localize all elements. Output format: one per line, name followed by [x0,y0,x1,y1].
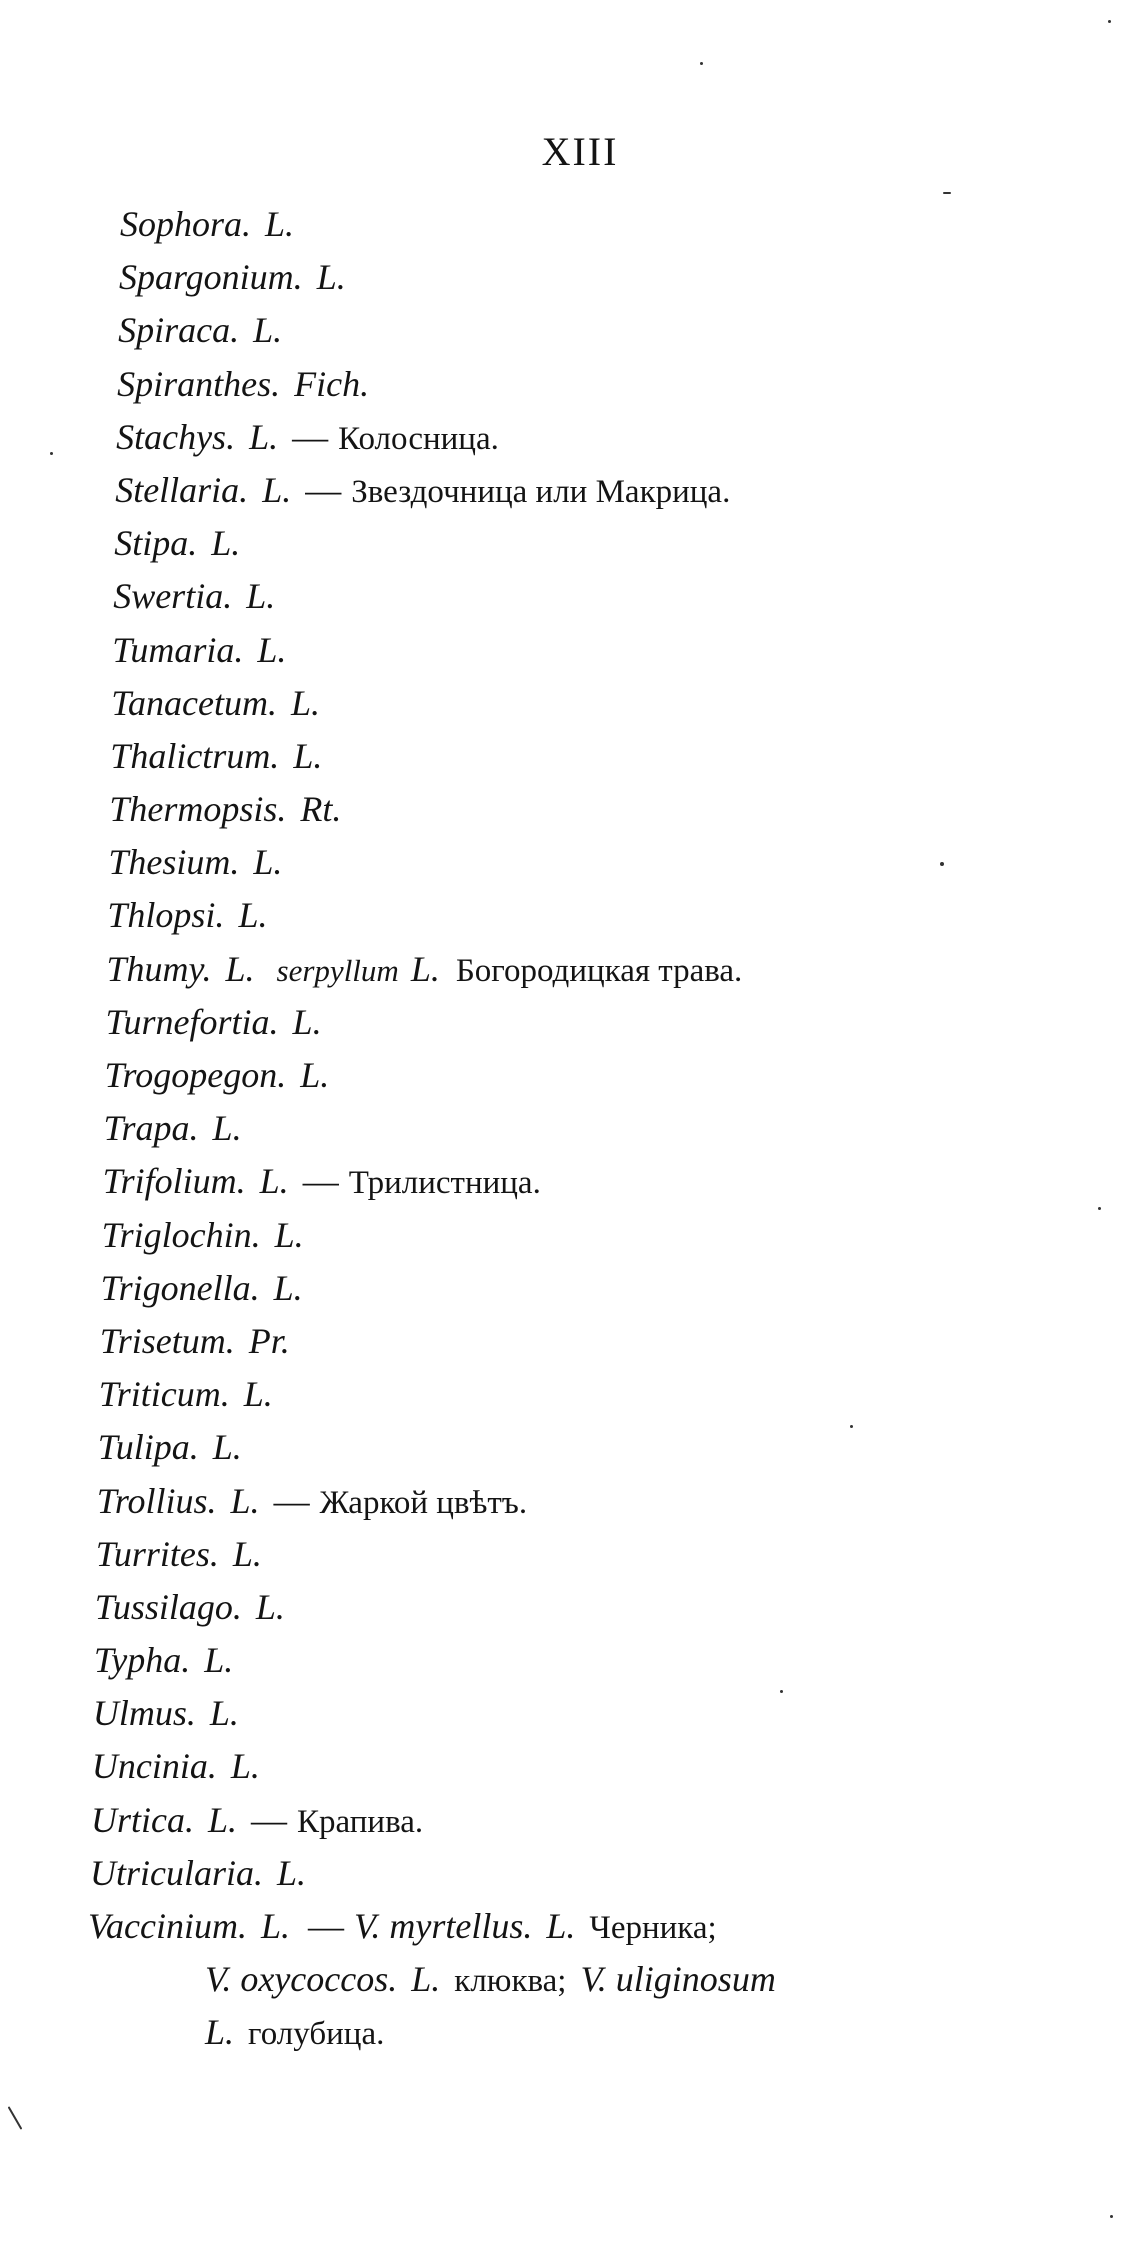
author-abbrev: L. [253,310,283,351]
genus-name: Trapa. [103,1108,199,1149]
dash-separator: — [273,1480,310,1521]
print-speck [700,62,703,65]
genus-entry [0,836,1140,889]
author-abbrev: L. [257,629,287,670]
author-abbrev: L. [212,1108,242,1149]
author-abbrev: L. [293,735,323,776]
genus-name: Thermopsis. [109,789,287,830]
genus-entry [0,943,1140,996]
author-abbrev: L. [246,576,276,617]
dash-separator: — [251,1799,288,1840]
russian-name: клюква; [454,1963,567,2000]
author-abbrev: Fich. [294,363,370,404]
genus-entry [0,1421,1140,1474]
russian-name: голубица. [248,2016,385,2053]
print-speck [50,452,53,455]
russian-name: Жаркой цвѣтъ. [319,1484,528,1521]
author-abbrev: L. [259,1161,289,1202]
genus-name: Turnefortia. [105,1001,279,1042]
genus-list [0,198,1140,2060]
genus-entry [0,304,1140,357]
print-speck [1108,20,1111,23]
genus-name: Trollius. [96,1480,217,1521]
genus-entry [0,198,1140,251]
genus-name: Tumaria. [112,629,244,670]
russian-name: Черника; [589,1910,717,1946]
author-abbrev: L. [232,1533,262,1574]
dash-separator: — [292,416,329,457]
author-abbrev: L. [316,257,346,298]
genus-entry [0,730,1140,783]
author-abbrev: L. [238,895,268,936]
genus-entry [0,570,1140,623]
species-author: L. [410,948,440,989]
genus-name: Uncinia. [91,1746,217,1787]
author-abbrev: Rt. [300,789,342,830]
dash-separator: — [305,469,342,510]
author-abbrev: L. [273,1267,303,1308]
genus-entry [0,1209,1140,1262]
genus-name: Trogopegon. [104,1055,287,1095]
genus-name: Turrites. [95,1533,219,1574]
genus-name: Stachys. [116,416,236,457]
species-author: L. [411,1959,441,2000]
genus-entry [0,358,1140,411]
genus-entry [0,1315,1140,1368]
genus-entry [0,1794,1140,1847]
author-abbrev: Pr. [248,1320,290,1361]
genus-name: Typha. [93,1640,191,1681]
author-abbrev: L. [300,1055,330,1095]
author-abbrev: L. [260,1906,290,1946]
author-abbrev: L. [211,523,241,564]
genus-name: Trifolium. [102,1161,246,1202]
species-author: L. [205,2012,235,2053]
author-abbrev: L. [249,416,279,457]
author-abbrev: L. [262,469,292,510]
genus-entry [0,1847,1140,1900]
print-speck [940,862,944,866]
genus-name: Thumy. [106,948,212,989]
genus-name: Tulipa. [97,1427,199,1468]
genus-entry [0,464,1140,517]
genus-entry [0,1368,1140,1421]
genus-name: Trigonella. [100,1267,260,1308]
genus-entry [0,1049,1140,1102]
author-abbrev: L. [209,1693,239,1734]
author-abbrev: L. [274,1214,304,1255]
russian-name: Крапива. [297,1803,424,1840]
russian-name: Богородицкая трава. [455,952,743,989]
genus-entry [0,996,1140,1049]
genus-name: Sophora. [120,204,252,244]
print-speck [780,1690,783,1693]
genus-name: Spiraca. [118,310,240,351]
genus-entry [0,1581,1140,1634]
genus-entry [0,251,1140,304]
genus-entry [0,889,1140,942]
author-abbrev: L. [290,682,321,723]
genus-name: Ulmus. [92,1693,196,1734]
genus-entry [0,1262,1140,1315]
entry-continuation [0,1953,1140,2006]
russian-name: Трилистница. [348,1165,541,1202]
genus-name: Thalictrum. [110,735,280,776]
page-number: XIII [541,129,619,174]
genus-entry [0,1634,1140,1687]
genus-entry [0,1102,1140,1155]
print-speck [1110,2215,1113,2218]
author-abbrev: L. [230,1480,260,1521]
genus-name: Spargonium. [119,257,303,298]
genus-name: Thlopsi. [107,895,225,936]
genus-entry [0,1740,1140,1793]
species-name: V. oxycoccos. [205,1959,398,2000]
genus-name: Stellaria. [115,469,249,510]
author-abbrev: L. [265,204,295,244]
dash-separator: — [302,1161,339,1202]
author-abbrev: L. [204,1640,234,1681]
genus-name: Urtica. [91,1799,194,1840]
genus-name: Tanacetum. [111,682,277,723]
genus-entry [0,783,1140,836]
author-abbrev: L. [277,1852,307,1893]
genus-name: Trisetum. [99,1320,235,1361]
species-name: V. uliginosum [580,1959,776,2000]
print-speck [8,2106,23,2130]
genus-name: Swertia. [113,576,233,617]
genus-entry [0,517,1140,570]
genus-name: Triticum. [98,1374,230,1415]
author-abbrev: L. [212,1427,242,1468]
author-abbrev: L. [230,1746,260,1787]
genus-name: Vaccinium. [88,1906,247,1946]
entry-continuation [0,2006,1140,2059]
author-abbrev: L. [208,1799,238,1840]
author-abbrev: L. [255,1586,285,1627]
genus-entry [0,1475,1140,1528]
genus-name: Thesium. [108,842,240,883]
print-speck [943,192,951,194]
author-abbrev: L. [225,948,255,989]
genus-entry [0,411,1140,464]
genus-name: Triglochin. [101,1214,261,1255]
genus-name: Stipa. [114,523,198,564]
print-speck [850,1425,853,1428]
russian-name: Колосница. [338,420,499,457]
author-abbrev: L. [243,1374,273,1415]
genus-name: Spiranthes. [117,363,281,404]
genus-name: Utricularia. [90,1852,264,1893]
genus-entry [0,1528,1140,1581]
author-abbrev: L. [292,1001,322,1042]
species-name: serpyllum [276,952,399,988]
author-abbrev: L. [253,842,283,883]
species-name: V. myrtellus. [354,1906,533,1946]
genus-entry [0,677,1140,730]
genus-entry [0,1155,1140,1208]
genus-entry [0,624,1140,677]
species-author: L. [546,1906,576,1946]
genus-name: Tussilago. [94,1586,242,1627]
genus-entry [0,1687,1140,1740]
russian-name: Звездочница или Макрица. [351,473,731,510]
dash-separator: — [308,1906,344,1946]
print-speck [1098,1207,1101,1210]
genus-entry-vaccinium [0,1900,1140,1953]
